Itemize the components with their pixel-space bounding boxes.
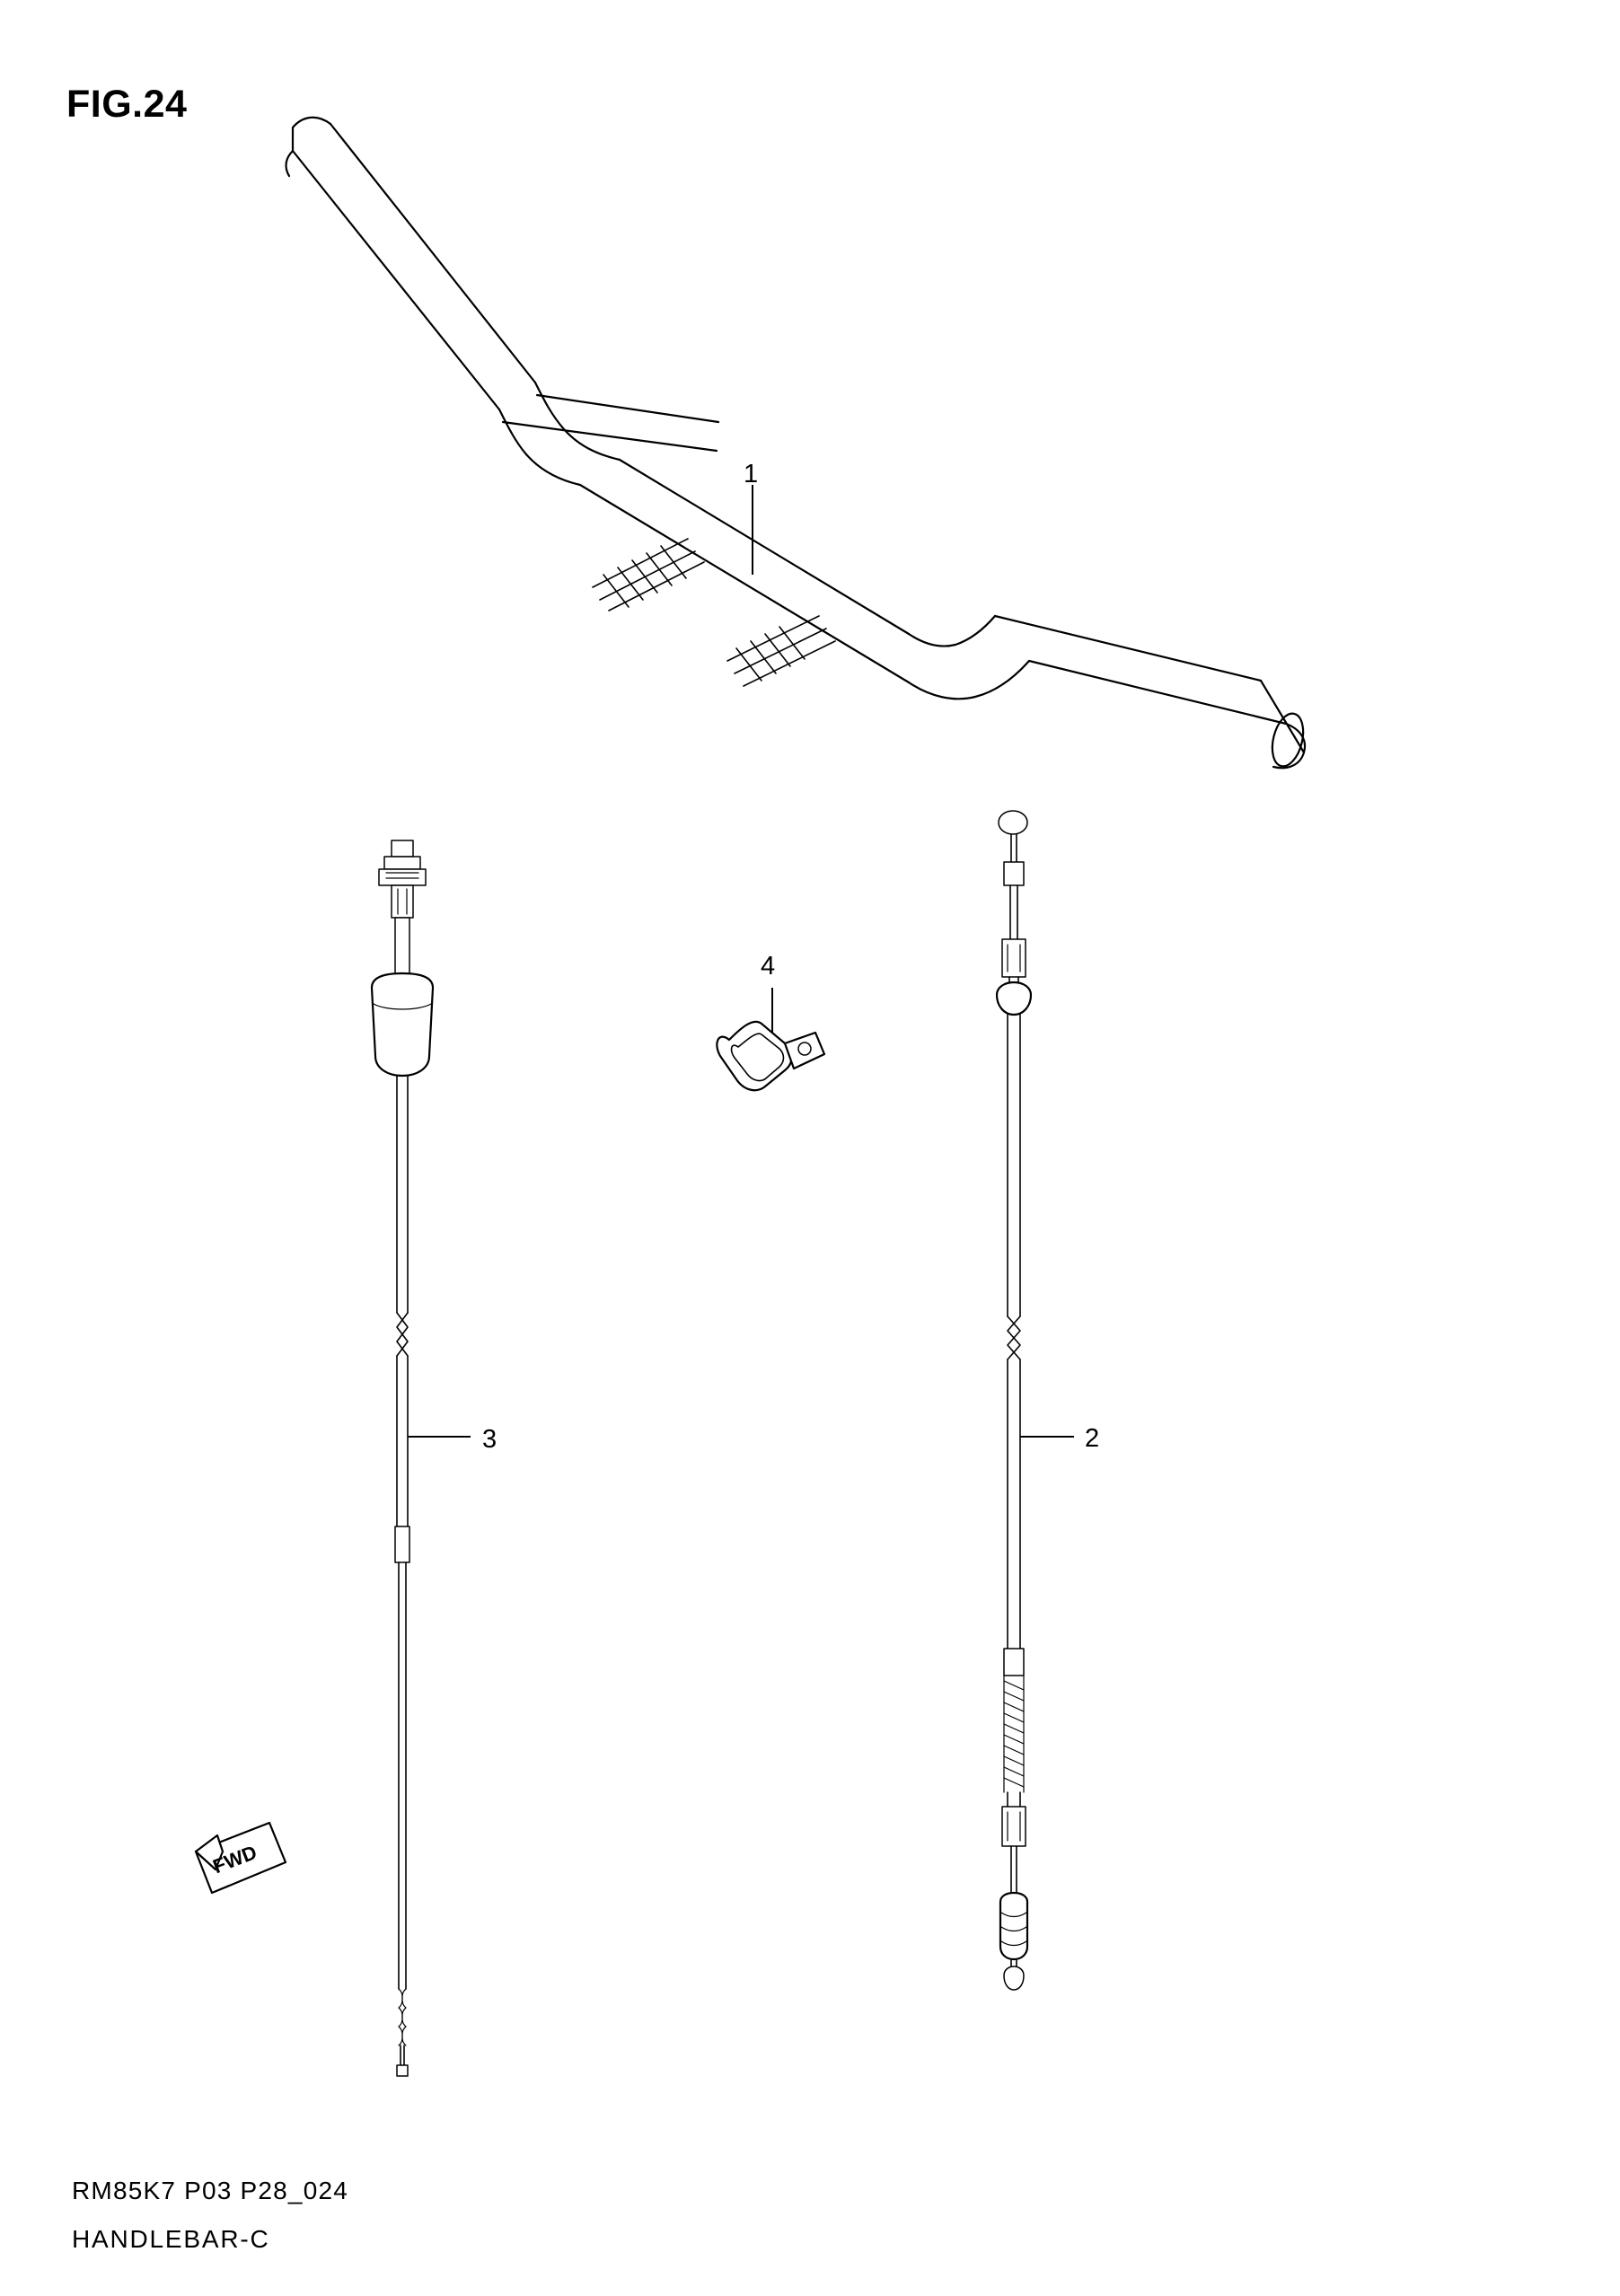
throttle-cable-part (372, 840, 471, 2076)
cable-guide-part (717, 988, 824, 1090)
fwd-direction-marker (196, 1823, 286, 1893)
callout-label-2: 2 (1085, 1424, 1100, 1453)
callout-label-1: 1 (744, 460, 759, 488)
cable-spring (1004, 1676, 1024, 1792)
clutch-cable-part (997, 811, 1074, 1990)
figure-number: FIG.24 (66, 83, 188, 126)
callout-label-3: 3 (482, 1425, 497, 1454)
figure-footer-title: HANDLEBAR-C (72, 2225, 270, 2253)
figure-footer-code: RM85K7 P03 P28_024 (72, 2177, 349, 2204)
handlebar-part (286, 118, 1308, 770)
svg-text:FWD: FWD (209, 1840, 260, 1878)
callout-label-4: 4 (761, 952, 776, 981)
